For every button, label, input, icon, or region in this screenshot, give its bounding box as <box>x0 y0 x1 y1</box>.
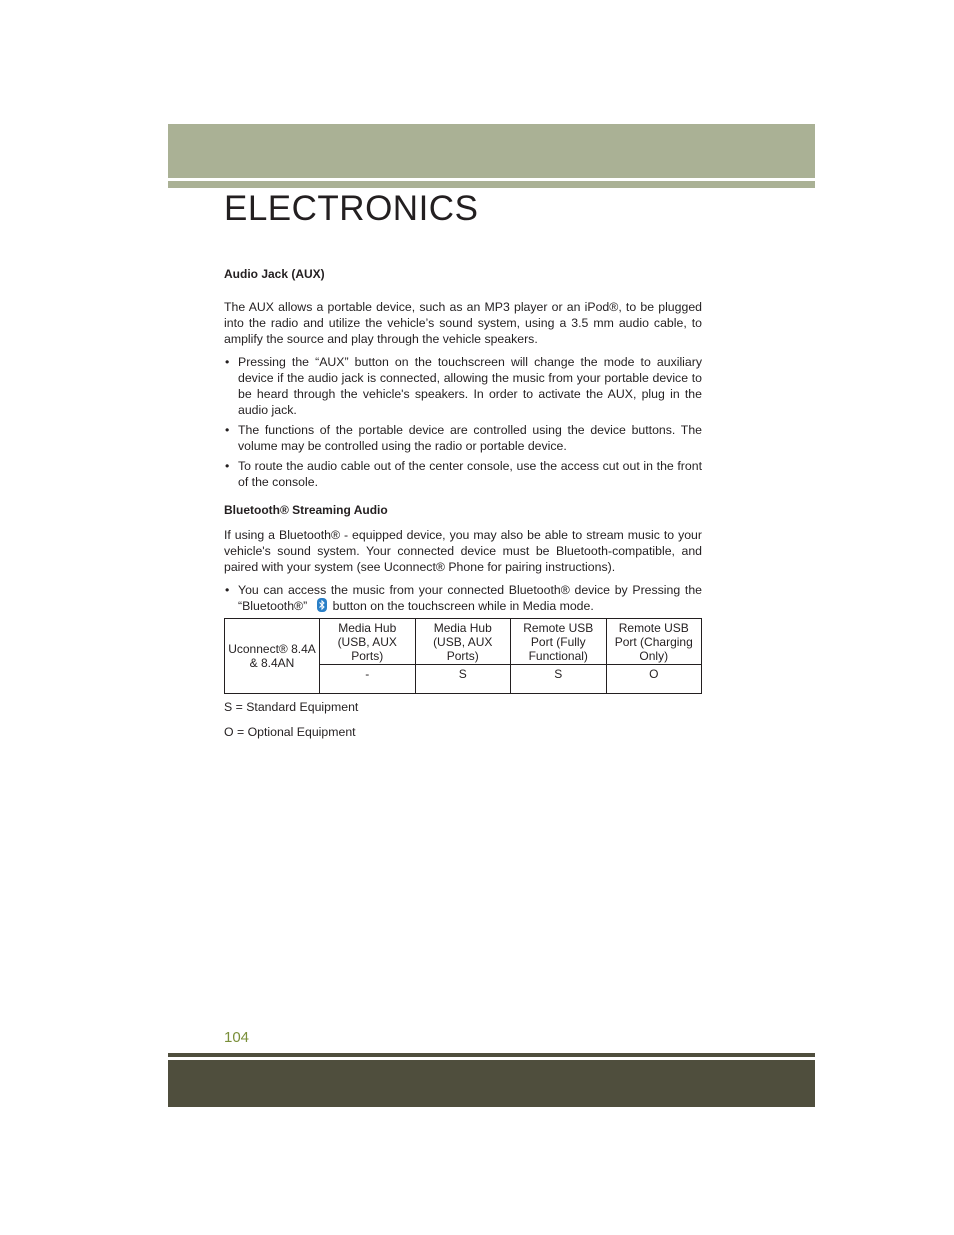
table-cell: O <box>606 665 702 694</box>
aux-intro: The AUX allows a portable device, such as an MP3 player or an iPod®, to be plugged into the radio and utilize the vehicle’s sound system, using a 3.5 mm audio cable, to amplify the source and play through the vehicle speakers. <box>224 300 702 346</box>
table-cell: S <box>511 665 607 694</box>
table-row-label: Uconnect® 8.4A & 8.4AN <box>225 619 320 694</box>
header-band <box>168 124 815 178</box>
bluetooth-heading: Bluetooth® Streaming Audio <box>224 503 388 517</box>
bluetooth-intro: If using a Bluetooth® - equipped device, you may also be able to stream music to your vehicle's sound system. Your connected device must be Bluetooth-compatible, and paired with your system (see Uconnect® Phone for pairing instructions). <box>224 528 702 574</box>
bluetooth-bullet-text-before: You can access the music from your connected Bluetooth® device by Pressing the “Bluetooth®” <box>238 583 702 613</box>
aux-heading: Audio Jack (AUX) <box>224 267 325 281</box>
table-header-cell: Remote USB Port (Fully Functional) <box>511 619 607 665</box>
aux-bullet: • The functions of the portable device are controlled using the device buttons. The volume may be controlled using the radio or portable device. <box>224 422 702 454</box>
table-header-cell: Remote USB Port (Charging Only) <box>606 619 702 665</box>
aux-bullet: • Pressing the “AUX” button on the touchscreen will change the mode to auxiliary device if the audio jack is connected, allowing the music from your portable device to be heard through the vehicle's speakers. In order to activate the AUX, plug in the audio jack. <box>224 354 702 418</box>
page-number: 104 <box>224 1029 250 1046</box>
header-rule <box>168 181 815 188</box>
table-header-cell: Media Hub (USB, AUX Ports) <box>320 619 416 665</box>
bluetooth-bullet <box>224 582 702 614</box>
legend-standard: S = Standard Equipment <box>224 700 359 714</box>
aux-bullet: • To route the audio cable out of the center console, use the access cut out in the front of the console. <box>224 458 702 490</box>
table-cell: S <box>415 665 511 694</box>
aux-bullet-list <box>224 354 702 490</box>
table-header-cell: Media Hub (USB, AUX Ports) <box>415 619 511 665</box>
bluetooth-bullet-text-after: button on the touchscreen while in Media mode. <box>332 599 594 613</box>
table-cell: - <box>320 665 416 694</box>
table-header-row <box>225 619 702 665</box>
section-title: ELECTRONICS <box>224 189 479 228</box>
content-area <box>224 266 702 749</box>
bluetooth-bullet-list <box>224 582 702 614</box>
legend <box>224 699 702 740</box>
bluetooth-icon <box>317 598 327 612</box>
footer-rule <box>168 1053 815 1057</box>
footer-band <box>168 1060 815 1107</box>
equipment-table <box>224 618 702 694</box>
legend-optional: O = Optional Equipment <box>224 725 356 739</box>
